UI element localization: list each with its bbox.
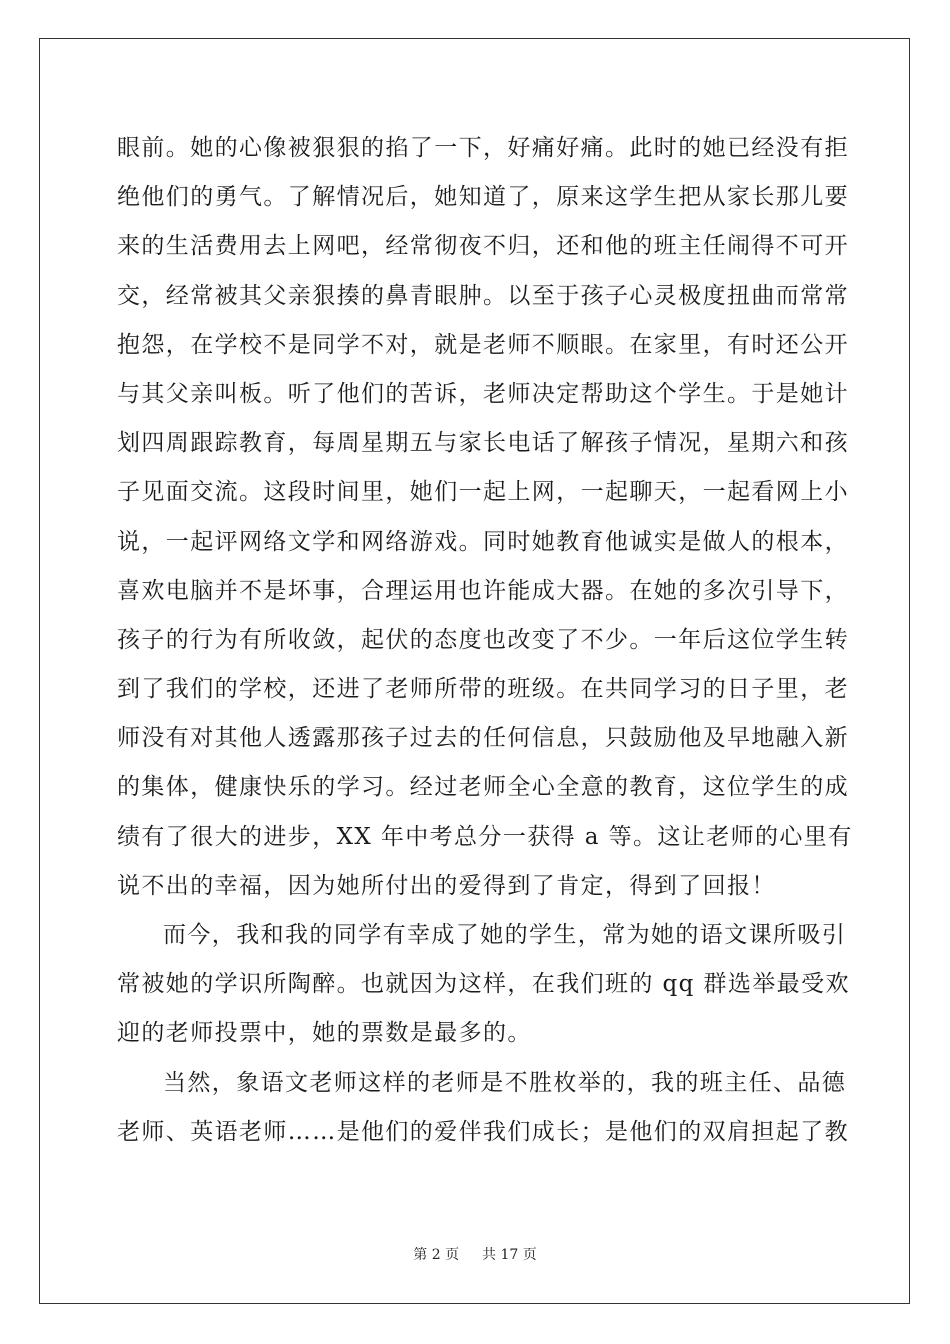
paragraph-start-line: 而今，我和我的同学有幸成了她的学生，常为她的语文课所吸引 [163,922,847,948]
page-number-total: 共 17 页 [482,1247,537,1263]
paragraph-start-line: 当然，象语文老师这样的老师是不胜枚举的，我的班主任、品德 [163,1069,847,1096]
text-line: 交，经常被其父亲狠揍的鼻青眼肿。以至于孩子心灵极度扭曲而常常 [117,282,849,309]
text-line: 老师、英语老师……是他们的爱伴我们成长；是他们的双肩担起了教 [117,1118,849,1145]
text-line: 说，一起评网络文学和网络游戏。同时她教育他诚实是做人的根本， [117,528,849,555]
text-line: 迎的老师投票中，她的票数是最多的。 [117,1020,532,1047]
text-line: 与其父亲叫板。听了他们的苦诉，老师决定帮助这个学生。于是她计 [117,380,849,407]
text-line: 常被她的学识所陶醉。也就因为这样，在我们班的 qq 群选举最受欢 [117,971,850,998]
text-line: 孩子的行为有所收敛，起伏的态度也改变了不少。一年后这位学生转 [117,626,849,653]
text-line: 来的生活费用去上网吧，经常彻夜不归，还和他的班主任闹得不可开 [117,233,849,260]
text-line: 子见面交流。这段时间里，她们一起上网，一起聊天，一起看网上小 [117,479,849,506]
document-body [117,124,853,1157]
text-line: 师没有对其他人透露那孩子过去的任何信息，只鼓励他及早地融入新 [117,725,849,752]
text-line: 眼前。她的心像被狠狠的掐了一下，好痛好痛。此时的她已经没有拒 [117,135,849,161]
text-line: 说不出的幸福，因为她所付出的爱得到了肯定，得到了回报！ [117,872,776,899]
text-line: 喜欢电脑并不是坏事，合理运用也许能成大器。在她的多次引导下， [117,577,849,604]
text-line: 到了我们的学校，还进了老师所带的班级。在共同学习的日子里，老 [117,676,849,703]
text-line: 绝他们的勇气。了解情况后，她知道了，原来这学生把从家长那儿要 [117,184,849,211]
page-footer [0,1244,950,1264]
text-line: 划四周跟踪教育，每周星期五与家长电话了解孩子情况，星期六和孩 [117,430,849,457]
text-line: 抱怨，在学校不是同学不对，就是老师不顺眼。在家里，有时还公开 [117,331,849,358]
text-line: 绩有了很大的进步，XX 年中考总分一获得 a 等。这让老师的心里有 [117,823,853,850]
text-line: 的集体，健康快乐的学习。经过老师全心全意的教育，这位学生的成 [117,774,849,801]
page-number-current: 第 2 页 [413,1247,460,1263]
